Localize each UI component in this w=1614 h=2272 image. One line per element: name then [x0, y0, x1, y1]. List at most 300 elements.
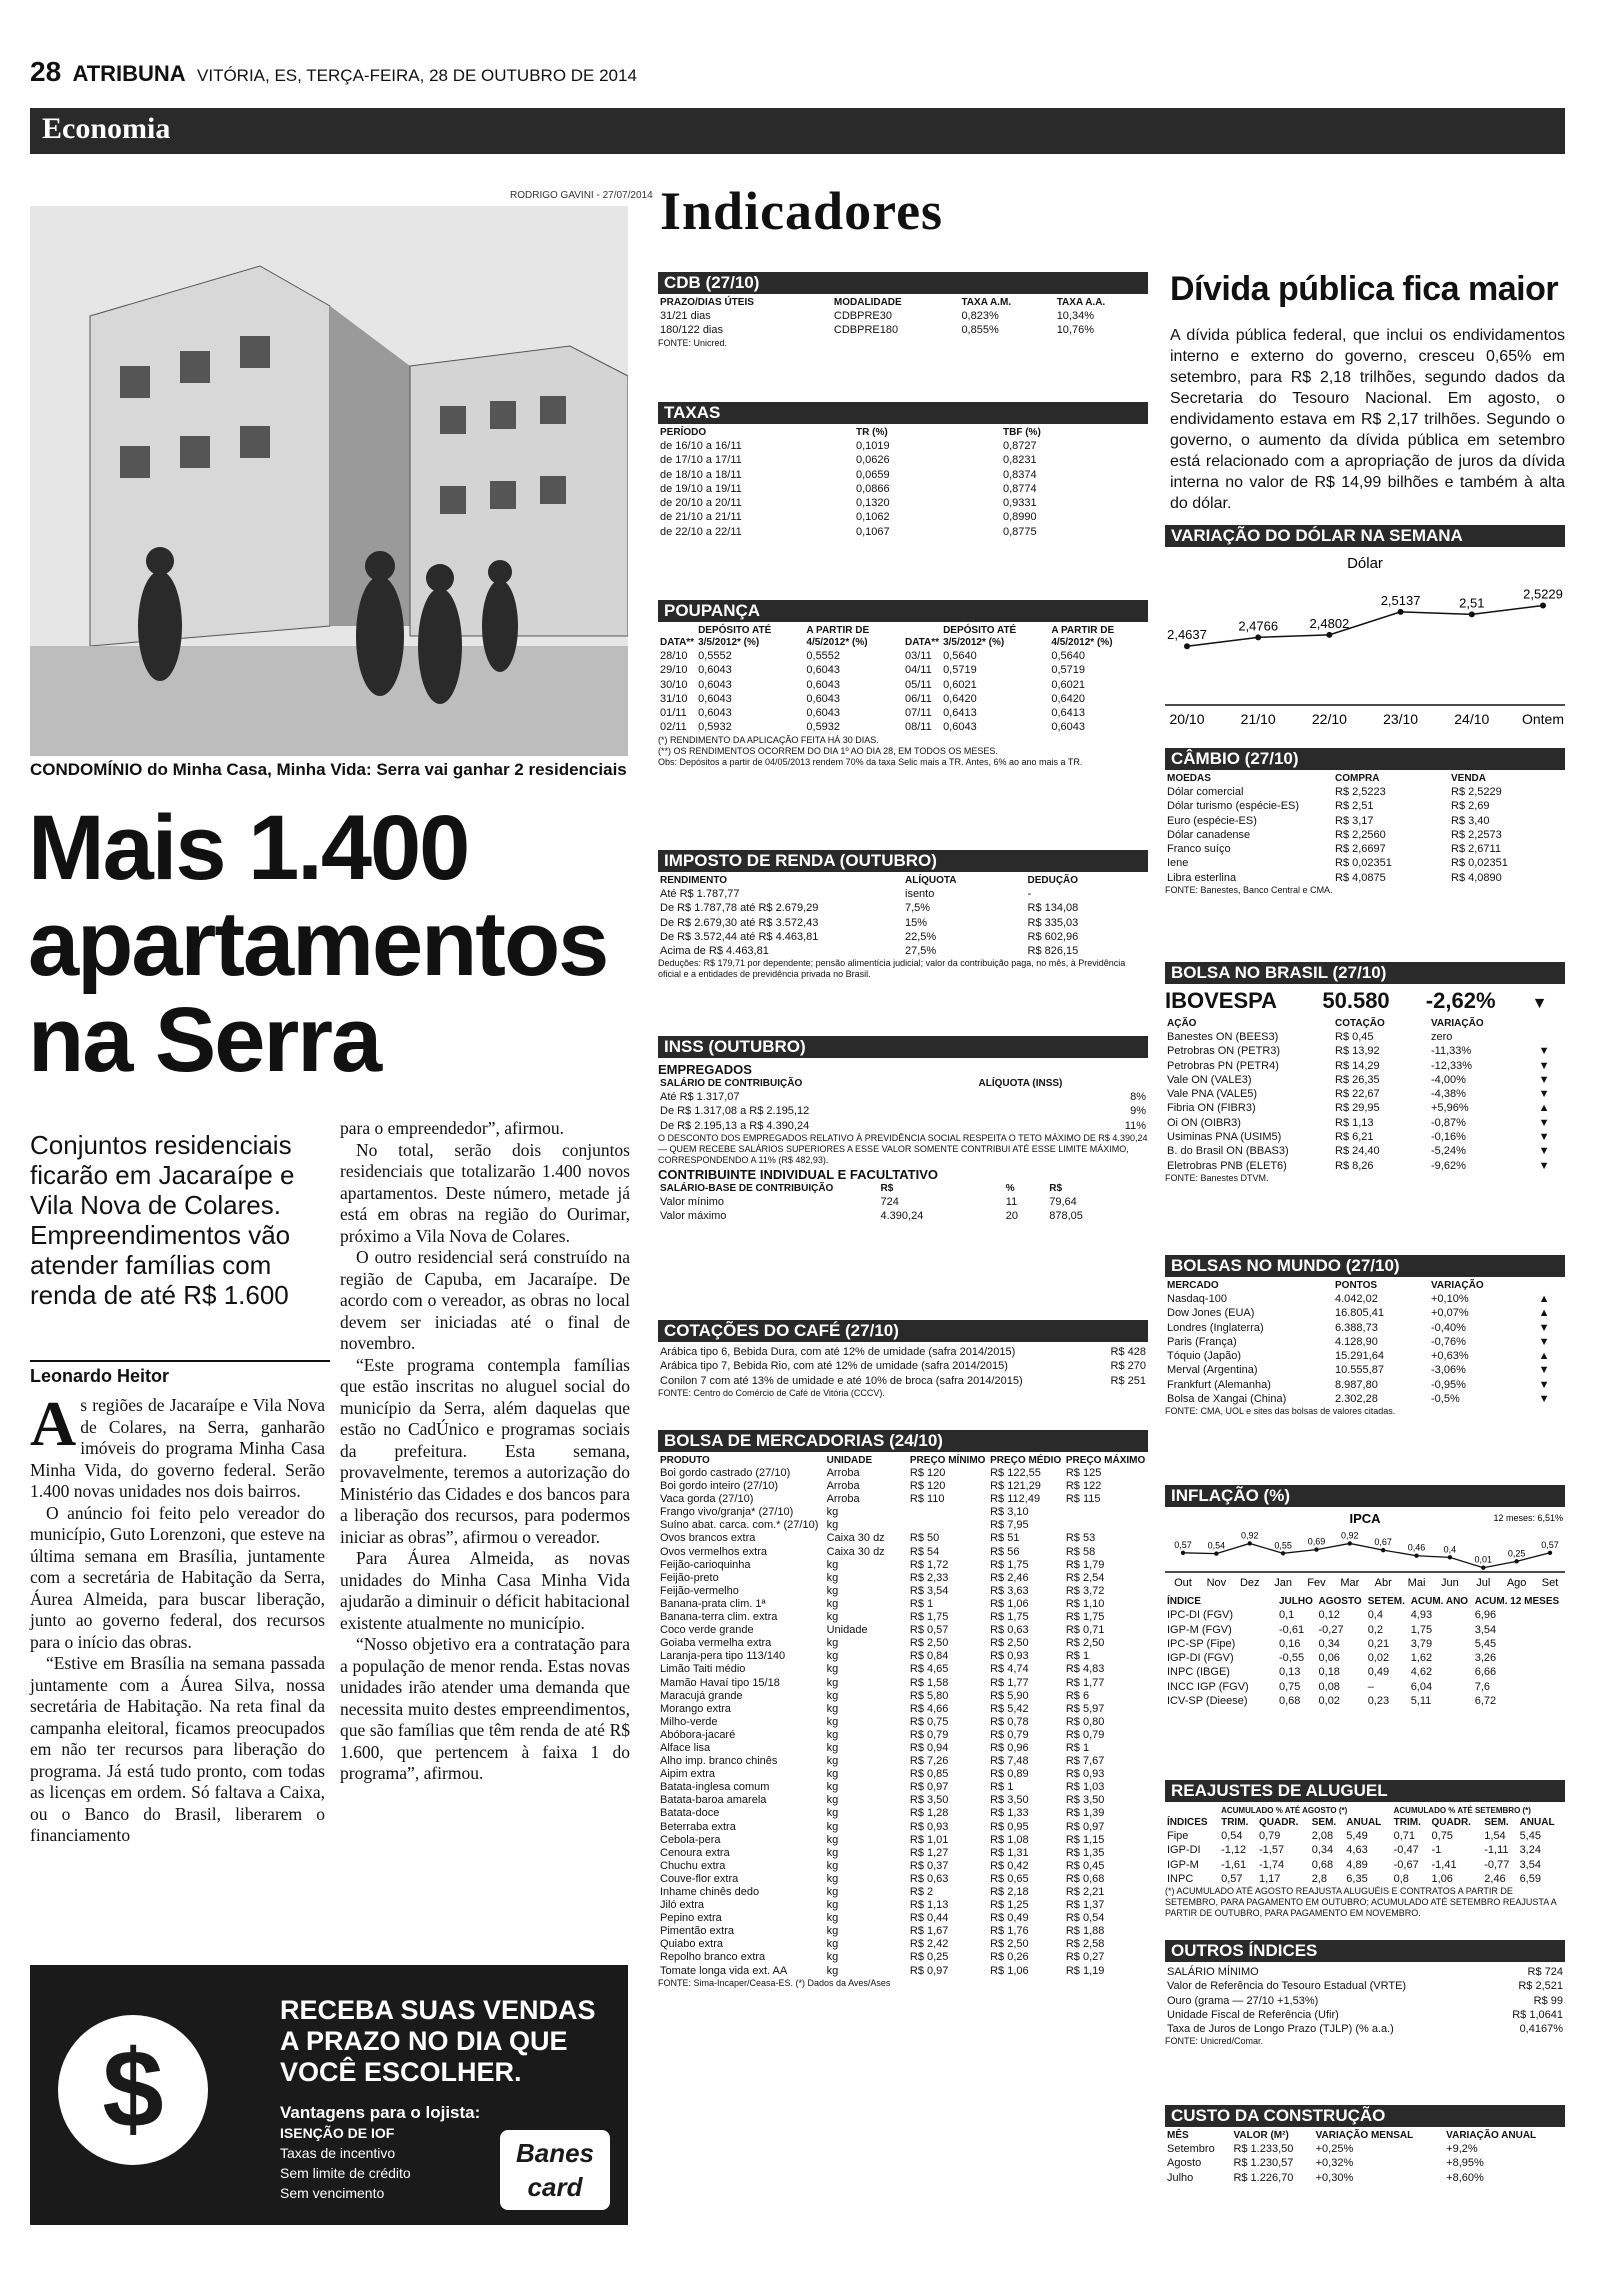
table-cell: Banana-prata clim. 1ª [660, 1597, 766, 1610]
article-subhead: Conjuntos residenciais ficarão em Jacaraípe e Vila Nova de Colares. Empreendimentos vão atender famílias com renda de até R$ 1.600 [30, 1130, 295, 1310]
paragraph: Para Áurea Almeida, as novas unidades do Minha Casa Minha Vida ajudarão a diminuir o déficit habitacional existente atualmente no município. [340, 1548, 630, 1633]
table-cell: de 19/10 a 19/11 [660, 482, 742, 495]
table-cell: kg [826, 1899, 839, 1912]
table-row [1165, 842, 1565, 856]
inss-table [658, 1036, 1148, 1223]
table-cell: ▲ [1538, 1293, 1550, 1305]
bolsa-mundo-title: BOLSAS NO MUNDO (27/10) [1165, 1255, 1565, 1277]
table-cell: Vaca gorda (27/10) [660, 1493, 754, 1506]
table-cell: 0,0659 [856, 468, 890, 481]
table-cell: kg [826, 1728, 839, 1741]
table-cell: R$ 2,54 [1065, 1571, 1105, 1584]
table-cell: -0,61 [1279, 1623, 1305, 1636]
table-cell: de 22/10 a 22/11 [660, 525, 742, 538]
table-cell: 2.302,28 [1335, 1393, 1378, 1406]
table-cell: -9,62% [1431, 1159, 1466, 1172]
table-cell: R$ 122,55 [990, 1467, 1041, 1479]
table-cell: Morango extra [660, 1702, 731, 1715]
data-label: 0,25 [1507, 1548, 1526, 1559]
table-row [658, 1585, 1148, 1598]
table-cell: Arábica tipo 6, Bebida Dura, com até 12% de umidade (safra 2014/2015) [660, 1346, 1016, 1358]
table-cell: 0,13 [1279, 1666, 1301, 1679]
x-tick-label: Out [1174, 1577, 1192, 1589]
table-cell: – [1367, 1680, 1374, 1693]
table-cell: ▲ [1538, 1350, 1550, 1363]
table-cell: Paris (França) [1167, 1335, 1237, 1348]
table-header-row [1165, 1805, 1565, 1817]
col-header: VALOR (M²) [1233, 2130, 1289, 2141]
table-row [1165, 1623, 1565, 1637]
data-point [1348, 1541, 1352, 1545]
table-cell: R$ 1,03 [1065, 1781, 1105, 1794]
cafe-title: COTAÇÕES DO CAFÉ (27/10) [658, 1320, 1148, 1342]
x-tick-label: Set [1541, 1577, 1559, 1589]
table-cell: 22,5% [905, 930, 937, 943]
table-row [658, 1611, 1148, 1624]
table-cell: 4.390,24 [880, 1210, 924, 1223]
table-cell: Boi gordo castrado (27/10) [660, 1467, 791, 1479]
table-cell: +0,10% [1431, 1293, 1469, 1305]
table-cell: 15% [905, 916, 928, 929]
table-row [658, 1807, 1148, 1820]
table-cell: 0,6043 [806, 692, 841, 705]
table-cell: Alface lisa [660, 1741, 711, 1754]
table-cell: kg [826, 1807, 839, 1820]
table-cell: 0,6043 [806, 707, 841, 720]
table-row [658, 1925, 1148, 1938]
table-cell: 0,0626 [856, 454, 890, 467]
table-row [1165, 1694, 1565, 1708]
table-cell: 4,62 [1410, 1666, 1433, 1679]
table-cell: CDBPRE180 [833, 324, 899, 337]
table-cell: 0,08 [1318, 1680, 1340, 1693]
table-cell: R$ 5,97 [1065, 1702, 1105, 1715]
table-cell: R$ 0,54 [1065, 1912, 1105, 1925]
table-header-row [658, 1078, 1148, 1090]
table-row [1165, 856, 1565, 870]
table-cell [908, 1519, 988, 1532]
table-cell: R$ 0,27 [1065, 1951, 1105, 1964]
table-cell: R$ 2 [909, 1886, 934, 1898]
table-row [658, 1912, 1148, 1925]
table-cell: kg [826, 1650, 839, 1663]
table-row [658, 1650, 1148, 1663]
data-point [1181, 1551, 1185, 1555]
table-cell: R$ 0,79 [990, 1728, 1029, 1741]
arrow-down-icon: ▼ [1531, 995, 1548, 1012]
table-row [658, 1624, 1148, 1637]
table-cell: Beterraba extra [660, 1820, 736, 1833]
table-cell: +0,63% [1431, 1350, 1469, 1363]
table-cell: -0,95% [1431, 1378, 1466, 1391]
table-cell: +0,25% [1315, 2143, 1354, 2155]
table-row [1165, 1059, 1565, 1073]
table-cell: De R$ 3.572,44 até R$ 4.463,81 [660, 930, 819, 943]
paragraph: s regiões de Jacaraípe e Vila Nova de Colares, na Serra, ganharão imóveis do programa Minha Casa Minha Vida, do governo federal. Serão 1.400 novas unidades nos dois bairros. [30, 1395, 325, 1501]
table-cell: R$ 1,35 [1065, 1846, 1105, 1859]
table-cell: R$ 0,93 [990, 1650, 1029, 1663]
table-cell: R$ 1 [990, 1781, 1014, 1794]
table-cell: 0,06 [1318, 1652, 1340, 1665]
table-row [1165, 1363, 1565, 1377]
table-row [1165, 2022, 1565, 2036]
col-header: QUADR. [1431, 1817, 1471, 1828]
table-cell: ▼ [1538, 1045, 1550, 1058]
table-cell: 0,8231 [1003, 454, 1037, 467]
x-tick-label: Nov [1206, 1577, 1227, 1589]
data-label: 2,5229 [1523, 586, 1563, 602]
col-header: SEM. [1484, 1817, 1509, 1828]
table-cell: R$ 2,50 [909, 1637, 949, 1650]
table-row [1165, 1292, 1565, 1306]
table-cell: ▼ [1538, 1145, 1550, 1158]
table-header-row [1165, 1018, 1565, 1030]
table-cell: IPC-SP (Fipe) [1167, 1637, 1236, 1650]
table-cell: R$ 1,0641 [1512, 2008, 1563, 2021]
table-row [658, 1637, 1148, 1650]
data-point [1314, 1547, 1318, 1551]
table-cell: IGP-M (FGV) [1167, 1623, 1232, 1636]
table-cell: +0,07% [1431, 1307, 1469, 1320]
x-tick-label: Jul [1476, 1577, 1491, 1589]
table-cell: R$ 0,63 [909, 1872, 949, 1885]
table-cell: 6.388,73 [1335, 1321, 1378, 1334]
table-cell: de 18/10 a 18/11 [660, 468, 742, 481]
col-header: ANUAL [1519, 1817, 1555, 1828]
table-cell: R$ 1,33 [990, 1807, 1029, 1820]
table-cell: R$ 22,67 [1335, 1088, 1380, 1101]
table-cell: R$ 4,74 [990, 1663, 1029, 1676]
cdb-table [658, 272, 1148, 349]
data-point [1448, 1555, 1452, 1559]
table-cell: Acima de R$ 4.463,81 [660, 945, 769, 958]
table-row [658, 720, 1148, 734]
table-cell: 0,02 [1318, 1695, 1340, 1708]
table-cell: 4,93 [1410, 1609, 1433, 1622]
col-header: R$ [1049, 1182, 1063, 1194]
table-cell: R$ 0,65 [990, 1872, 1029, 1885]
table-cell: Vale PNA (VALE5) [1167, 1088, 1258, 1101]
taxas-table [658, 402, 1148, 539]
table-cell: R$ 134,08 [1027, 902, 1079, 915]
data-label: 0,4 [1443, 1544, 1457, 1555]
table-cell: 0,8774 [1003, 482, 1037, 495]
data-point [1514, 1559, 1518, 1563]
table-cell: R$ 1,06 [990, 1964, 1029, 1977]
table-cell: R$ 1 [1065, 1650, 1090, 1663]
table-row [658, 1755, 1148, 1768]
table-cell: Ouro (grama — 27/10 +1,53%) [1167, 1994, 1319, 2007]
table-cell: 724 [880, 1195, 899, 1208]
table-cell: -1,11 [1484, 1844, 1509, 1857]
table-cell: kg [826, 1755, 839, 1768]
section-bar [30, 108, 1565, 154]
table-cell: R$ 1,27 [909, 1846, 949, 1859]
table-cell: kg [826, 1820, 839, 1833]
table-cell: R$ 5,80 [909, 1689, 949, 1702]
table-header-row [658, 625, 1148, 649]
table-cell: 0,1067 [856, 525, 890, 538]
col-header: TAXA A.A. [1056, 297, 1106, 308]
page-number: 28 [30, 56, 62, 87]
table-cell: R$ 3,17 [1335, 814, 1374, 827]
table-cell: R$ 724 [1527, 1966, 1563, 1978]
table-cell: 0,6021 [943, 678, 977, 691]
paragraph: para o empreendedor”, afirmou. [340, 1118, 564, 1138]
table-cell: 0,6043 [698, 664, 732, 677]
table-cell: Até R$ 1.787,77 [660, 888, 740, 900]
col-header: DATA** [660, 637, 695, 648]
table-row [658, 706, 1148, 720]
table-cell: R$ 3,50 [1065, 1794, 1105, 1807]
table-cell: kg [826, 1597, 839, 1610]
table-cell: 0,6043 [1051, 721, 1086, 734]
photo-caption: CONDOMÍNIO do Minha Casa, Minha Vida: Serra vai ganhar 2 residenciais [30, 760, 627, 779]
table-cell: R$ 0,93 [1065, 1768, 1105, 1781]
table-cell: 0,5552 [698, 650, 732, 662]
table-row [658, 1572, 1148, 1585]
x-tick-label: Fev [1307, 1577, 1326, 1589]
table-cell: Frankfurt (Alemanha) [1167, 1378, 1271, 1391]
table-cell: R$ 7,48 [990, 1755, 1029, 1768]
table-cell: R$ 1,19 [1065, 1964, 1105, 1977]
table-cell: kg [826, 1637, 839, 1650]
table-cell: kg [826, 1663, 839, 1676]
poupanca-title: POUPANÇA [658, 600, 1148, 622]
table-cell: Chuchu extra [660, 1859, 726, 1872]
table-cell: 9% [1130, 1105, 1146, 1118]
ibovespa-value: 50.580 [1322, 988, 1390, 1013]
table-cell: Londres (Inglaterra) [1167, 1321, 1264, 1334]
table-row [1165, 2171, 1565, 2185]
table-cell: kg [826, 1768, 839, 1781]
table-cell: Petrobras ON (PETR3) [1167, 1045, 1281, 1058]
table-cell: kg [826, 1571, 839, 1584]
table-cell: R$ 122 [1065, 1480, 1102, 1493]
table-cell: 0,6043 [698, 707, 732, 720]
table-cell: ▲ [1538, 1307, 1550, 1320]
poupanca-note: (*) RENDIMENTO DA APLICAÇÃO FEITA HÁ 30 DIAS. [658, 734, 879, 745]
table-cell: -12,33% [1431, 1059, 1472, 1072]
table-cell: R$ 2,2573 [1451, 828, 1502, 841]
table-row [658, 1899, 1148, 1912]
bolsa-brasil-title: BOLSA NO BRASIL (27/10) [1165, 962, 1565, 984]
table-cell: Repolho branco extra [660, 1951, 766, 1964]
table-cell: ▼ [1538, 1073, 1550, 1086]
table-cell: Unidade Fiscal de Referência (Ufir) [1167, 2008, 1339, 2021]
table-row [658, 1519, 1148, 1532]
data-point [1326, 632, 1332, 638]
table-cell: kg [826, 1558, 839, 1571]
table-cell: 878,05 [1049, 1210, 1083, 1223]
table-cell: Feijão-vermelho [660, 1584, 739, 1597]
col-header: TBF (%) [1003, 427, 1041, 438]
custo-grid [1165, 2130, 1565, 2185]
table-cell: 0,2 [1367, 1623, 1383, 1636]
table-cell: -1,61 [1221, 1858, 1247, 1871]
table-row [1165, 1321, 1565, 1335]
table-cell: Dow Jones (EUA) [1167, 1307, 1255, 1320]
data-point [1281, 1551, 1285, 1555]
table-cell: kg [826, 1951, 839, 1964]
table-cell: Vale ON (VALE3) [1167, 1073, 1252, 1086]
table-row [1165, 799, 1565, 813]
table-cell: Tóquio (Japão) [1167, 1350, 1241, 1363]
table-cell: Frango vivo/granja* (27/10) [660, 1506, 794, 1519]
table-cell: R$ 1,31 [990, 1846, 1029, 1859]
table-cell: 27,5% [905, 945, 937, 958]
table-cell: 8.987,80 [1335, 1378, 1378, 1391]
x-tick-label: 24/10 [1454, 711, 1490, 727]
data-point [1540, 603, 1546, 609]
outros-title: OUTROS ÍNDICES [1165, 1940, 1565, 1962]
table-row [658, 1794, 1148, 1807]
x-tick-label: Mai [1407, 1577, 1426, 1589]
table-cell: Coco verde grande [660, 1624, 754, 1637]
table-cell: R$ 2,50 [990, 1938, 1029, 1951]
ad-item: ISENÇÃO DE IOF [280, 2125, 395, 2141]
col-header: DEPÓSITO ATÉ 3/5/2012* (%) [698, 625, 772, 648]
data-label: 0,92 [1240, 1530, 1259, 1541]
table-cell: 0,823% [961, 310, 999, 322]
table-row [658, 1938, 1148, 1951]
table-row [1165, 1130, 1565, 1144]
table-row [658, 1821, 1148, 1834]
table-row [658, 1546, 1148, 1559]
table-cell: R$ 112,49 [990, 1493, 1041, 1506]
table-cell [1537, 1030, 1565, 1044]
table-row [1165, 1159, 1565, 1173]
table-cell: 0,8990 [1003, 511, 1037, 524]
data-point [1398, 609, 1404, 615]
paragraph: O anúncio foi feito pelo vereador do município, Guto Lorenzoni, que esteve na última semana em Brasília, juntamente com a secretária de Habitação da Serra, Áurea Almeida, para buscar liberação, junto ao governo federal, dos recursos para o início das obras. [30, 1502, 325, 1652]
table-cell: R$ 2,6711 [1451, 843, 1501, 856]
table-header-row [658, 875, 1148, 887]
table-cell: 0,1019 [856, 440, 890, 452]
col-header: SALÁRIO DE CONTRIBUIÇÃO [660, 1078, 803, 1089]
table-cell: 0,71 [1393, 1830, 1416, 1842]
table-cell: 0,5719 [943, 664, 977, 677]
table-cell: R$ 14,29 [1335, 1059, 1380, 1072]
col-header: SETEM. [1367, 1596, 1405, 1608]
x-tick-label: Mar [1340, 1577, 1360, 1589]
table-cell: R$ 1,39 [1065, 1807, 1105, 1820]
table-row [658, 1345, 1148, 1359]
table-row [1165, 828, 1565, 842]
table-cell: R$ 0,57 [909, 1624, 949, 1637]
table-cell: kg [826, 1833, 839, 1846]
table-cell: -0,55 [1279, 1652, 1305, 1665]
table-cell: 3,54 [1519, 1858, 1541, 1871]
table-cell: isento [905, 888, 935, 900]
data-point [1414, 1554, 1418, 1558]
table-cell: Maracujá grande [660, 1689, 743, 1702]
table-cell: zero [1431, 1031, 1453, 1043]
table-cell: kg [826, 1676, 839, 1689]
table-cell: 0,21 [1367, 1637, 1390, 1650]
table-cell: kg [826, 1702, 839, 1715]
table-cell [1064, 1519, 1148, 1532]
table-cell: R$ 2,5223 [1335, 786, 1386, 798]
table-cell: Iene [1167, 857, 1189, 870]
table-cell: R$ 0,37 [909, 1859, 949, 1872]
table-cell: Goiaba vermelha extra [660, 1637, 772, 1650]
table-cell: de 16/10 a 16/11 [660, 440, 742, 452]
table-cell: R$ 0,68 [1065, 1872, 1105, 1885]
col-header: ANUAL [1346, 1817, 1382, 1828]
table-cell: Petrobras PN (PETR4) [1167, 1059, 1279, 1072]
inflacao-grid [1165, 1596, 1565, 1708]
table-cell: R$ 1,77 [1065, 1676, 1105, 1689]
table-row [658, 439, 1148, 453]
table-cell: 4,89 [1346, 1858, 1368, 1871]
table-cell: Eletrobras PNB (ELET6) [1167, 1159, 1287, 1172]
table-cell: kg [826, 1912, 839, 1925]
mercadorias-grid [658, 1455, 1148, 1978]
bolsa-brasil-grid [1165, 1018, 1565, 1173]
x-tick-label: Abr [1374, 1577, 1392, 1589]
ir-table [658, 850, 1148, 980]
table-cell: R$ 0,97 [1065, 1820, 1105, 1833]
table-cell: R$ 0,45 [1065, 1859, 1105, 1872]
table-cell: 0,6021 [1051, 678, 1086, 691]
table-row [658, 692, 1148, 706]
table-row [658, 944, 1148, 958]
table-cell: R$ 2,50 [990, 1637, 1029, 1650]
table-cell: 0,4167% [1519, 2023, 1563, 2036]
data-label: 2,5137 [1380, 592, 1421, 608]
table-cell: Banana-terra clim. extra [660, 1611, 778, 1624]
table-row [1165, 1979, 1565, 1993]
table-cell: R$ 6 [1065, 1689, 1090, 1702]
table-row [658, 1677, 1148, 1690]
table-row [1165, 1680, 1565, 1694]
table-cell: R$ 0,96 [990, 1741, 1029, 1754]
table-cell: 2,8 [1311, 1872, 1328, 1885]
table-cell: 0,75 [1431, 1830, 1453, 1842]
table-cell: R$ 0,95 [990, 1820, 1029, 1833]
table-cell: 6,35 [1346, 1872, 1368, 1885]
table-cell: 1,06 [1431, 1872, 1453, 1885]
table-cell: 0,1062 [856, 511, 890, 524]
table-row [1165, 1608, 1565, 1622]
col-header: ALÍQUOTA (INSS) [978, 1078, 1063, 1089]
table-cell: Cenoura extra [660, 1846, 730, 1859]
chart-annotation: 12 meses: 6,51% [1493, 1513, 1563, 1523]
table-cell: 0,5932 [698, 721, 732, 734]
data-point [1548, 1551, 1552, 1555]
table-header-row [1165, 1817, 1565, 1829]
table-cell: 8% [1130, 1091, 1146, 1103]
table-cell: +5,96% [1431, 1102, 1469, 1115]
table-cell: 3,24 [1519, 1844, 1541, 1857]
table-cell: Milho-verde [660, 1715, 718, 1728]
table-row [658, 678, 1148, 692]
table-cell: Conilon 7 com até 13% de umidade e até 10% de broca (safra 2014/2015) [660, 1374, 1023, 1387]
table-cell: 0,23 [1367, 1695, 1390, 1708]
table-cell: R$ 0,84 [909, 1650, 949, 1663]
table-cell: 0,34 [1311, 1844, 1334, 1857]
table-cell [1064, 1506, 1148, 1519]
poupanca-grid [658, 625, 1148, 735]
table-cell: Batata-baroa amarela [660, 1794, 767, 1807]
table-cell: R$ 1 [909, 1597, 934, 1610]
table-cell: Batata-inglesa comum [660, 1781, 770, 1794]
photo-credit: RODRIGO GAVINI - 27/07/2014 [510, 190, 653, 201]
table-cell: 0,8374 [1003, 468, 1037, 481]
bolsa-brasil-table [1165, 962, 1565, 1184]
table-row [1165, 1843, 1565, 1857]
